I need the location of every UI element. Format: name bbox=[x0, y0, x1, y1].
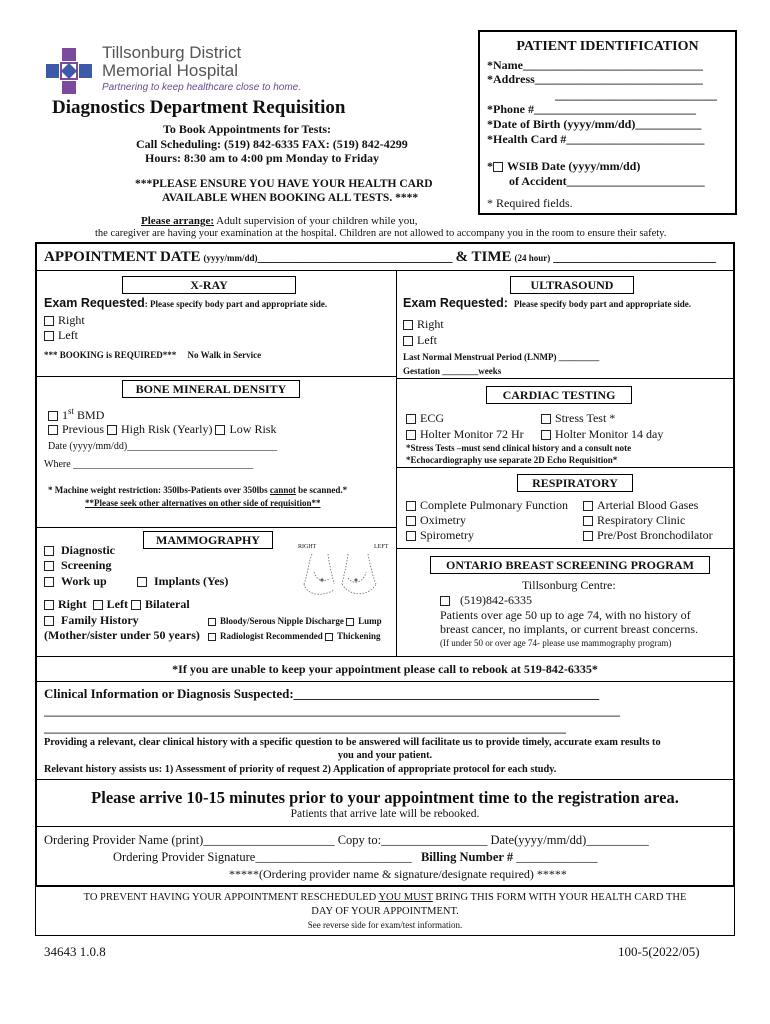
holter-72-label: Holter Monitor 72 Hr bbox=[420, 427, 524, 441]
mammo-lump-label: Lump bbox=[358, 616, 382, 626]
diagram-left-label: LEFT bbox=[374, 544, 389, 550]
ecg-checkbox[interactable] bbox=[406, 414, 416, 424]
bmd-low-risk-checkbox[interactable] bbox=[215, 425, 225, 435]
xray-left-option[interactable] bbox=[44, 328, 78, 343]
rebook-notice: *If you are unable to keep your appointment please call to rebook at 519-842-6335* bbox=[172, 662, 598, 676]
mammo-title: MAMMOGRAPHY bbox=[143, 531, 273, 549]
clinical-label: Clinical Information or Diagnosis Suspected: bbox=[44, 686, 294, 701]
health-card-notice-1: ***PLEASE ENSURE YOU HAVE YOUR HEALTH CARD bbox=[135, 178, 433, 190]
ultrasound-exam-label: Exam Requested: bbox=[403, 296, 508, 310]
hospital-name-line2: Memorial Hospital bbox=[102, 61, 239, 80]
center-divider bbox=[396, 270, 397, 656]
xray-right-label: Right bbox=[58, 313, 85, 327]
mammo-thickening-checkbox[interactable] bbox=[325, 633, 333, 641]
mammo-screening-label: Screening bbox=[61, 558, 112, 572]
breast-diagram bbox=[290, 544, 390, 610]
resp-clinic-label: Respiratory Clinic bbox=[597, 513, 686, 527]
patient-identification-box bbox=[478, 30, 737, 215]
mammo-workup-label: Work up bbox=[61, 574, 107, 588]
wsib-asterisk: * bbox=[487, 159, 493, 173]
appointment-row bbox=[44, 249, 716, 266]
mammo-diagnostic-option[interactable] bbox=[44, 543, 115, 558]
xray-left-checkbox[interactable] bbox=[44, 331, 54, 341]
mammo-workup-checkbox[interactable] bbox=[44, 577, 54, 587]
bmd-alternatives-note: **Please seek other alternatives on other side of requisition** bbox=[85, 498, 321, 508]
appointment-date-field[interactable]: ______________________________ bbox=[257, 249, 453, 264]
mammo-implants-option[interactable] bbox=[137, 574, 228, 589]
late-notice: Patients that arrive late will be rebooked. bbox=[290, 808, 480, 820]
prepost-label: Pre/Post Bronchodilator bbox=[597, 528, 713, 542]
footer-prevent-line1 bbox=[36, 892, 734, 903]
hospital-tagline: Partnering to keep healthcare close to home. bbox=[102, 82, 302, 93]
mammo-family-label: Family History bbox=[61, 613, 139, 627]
mammo-radiologist-label: Radiologist Recommended bbox=[220, 631, 323, 641]
bmd-first-number: 1 bbox=[62, 408, 68, 422]
obsp-phone-option[interactable] bbox=[440, 593, 532, 608]
holter-14-label: Holter Monitor 14 day bbox=[555, 427, 664, 441]
bmd-weight-note bbox=[48, 485, 347, 495]
patient-health-card-field[interactable]: *Health Card #_______________________ bbox=[487, 132, 705, 146]
patient-address-line2[interactable]: ___________________________ bbox=[555, 88, 717, 102]
call-scheduling-line: Call Scheduling: (519) 842-6335 FAX: (519) 842-4299 bbox=[136, 137, 408, 151]
ultrasound-left-label: Left bbox=[417, 333, 437, 347]
mammo-screening-option[interactable] bbox=[44, 558, 111, 573]
form-title: Diagnostics Department Requisition bbox=[52, 97, 346, 118]
arrive-top-divider bbox=[35, 779, 735, 780]
clinical-para-3: Relevant history assists us: 1) Assessment of priority of request 2) Application of appropriate protocol for each study. bbox=[44, 764, 557, 775]
provider-signature-row bbox=[113, 850, 597, 865]
ultrasound-exam-hint: Please specify body part and appropriate side. bbox=[513, 299, 691, 309]
billing-number-field[interactable]: _____________ bbox=[516, 850, 598, 864]
bmd-first-sup: st bbox=[68, 406, 75, 416]
appointment-divider bbox=[35, 270, 735, 271]
abg-option[interactable] bbox=[583, 498, 698, 513]
rebook-top-divider bbox=[35, 656, 735, 657]
mammo-family-detail: (Mother/sister under 50 years) bbox=[44, 628, 200, 642]
ultrasound-left-checkbox[interactable] bbox=[403, 336, 413, 346]
stress-test-label: Stress Test * bbox=[555, 411, 616, 425]
bmd-date-field[interactable]: Date (yyyy/mm/dd)______________________________ bbox=[48, 441, 278, 452]
footer-prevent-must: YOU MUST bbox=[378, 892, 433, 903]
patient-id-title: PATIENT IDENTIFICATION bbox=[516, 39, 699, 54]
patient-address-field[interactable]: *Address____________________________ bbox=[487, 72, 703, 86]
oximetry-checkbox[interactable] bbox=[406, 516, 416, 526]
footer-reverse-note: See reverse side for exam/test information. bbox=[307, 920, 463, 930]
bmd-title: BONE MINERAL DENSITY bbox=[122, 380, 300, 398]
stress-test-checkbox[interactable] bbox=[541, 414, 551, 424]
mammo-side-row bbox=[44, 597, 190, 612]
mammo-diagnostic-checkbox[interactable] bbox=[44, 546, 54, 556]
provider-signature-field[interactable]: Ordering Provider Signature_________________________ bbox=[113, 850, 412, 864]
obsp-criteria-1: Patients over age 50 up to age 74, with no history of bbox=[440, 608, 691, 622]
bmd-low-risk-label: Low Risk bbox=[229, 422, 277, 436]
ultrasound-title: ULTRASOUND bbox=[510, 276, 634, 294]
holter-14-option[interactable] bbox=[541, 427, 663, 442]
xray-no-walkin: No Walk in Service bbox=[187, 350, 262, 360]
holter-14-checkbox[interactable] bbox=[541, 430, 551, 440]
arrange-text-1: Adult supervision of your children while you, bbox=[216, 215, 418, 227]
mammo-bilateral-label: Bilateral bbox=[145, 597, 190, 611]
provider-name-row[interactable]: Ordering Provider Name (print)_____________________ Copy to:_________________ Date(yyyy/mm/dd)__________ bbox=[44, 833, 649, 847]
mammo-implants-label: Implants (Yes) bbox=[154, 574, 229, 588]
obsp-centre: Tillsonburg Centre: bbox=[522, 578, 616, 592]
bmd-first-option[interactable] bbox=[48, 406, 104, 423]
footer-box bbox=[35, 886, 735, 936]
appointment-time-hint: (24 hour) bbox=[514, 253, 551, 263]
stress-test-option[interactable] bbox=[541, 411, 615, 426]
bmd-first-checkbox[interactable] bbox=[48, 411, 58, 421]
bmd-high-risk-checkbox[interactable] bbox=[107, 425, 117, 435]
mammo-left-checkbox[interactable] bbox=[93, 600, 103, 610]
arrange-note-1 bbox=[141, 215, 418, 227]
clinical-para-2: you and your patient. bbox=[337, 750, 433, 761]
xray-divider bbox=[35, 376, 396, 377]
hospital-name bbox=[102, 44, 241, 80]
mammo-radiologist-row bbox=[208, 631, 381, 641]
oximetry-label: Oximetry bbox=[420, 513, 466, 527]
form-code-left: 34643 1.0.8 bbox=[44, 944, 106, 959]
ultrasound-left-option[interactable] bbox=[403, 333, 437, 348]
appointment-date-label: APPOINTMENT DATE bbox=[44, 249, 201, 265]
oximetry-option[interactable] bbox=[406, 513, 466, 528]
mammo-radiologist-checkbox[interactable] bbox=[208, 633, 216, 641]
wsib-accident-field[interactable]: of Accident_______________________ bbox=[509, 174, 705, 188]
prepost-checkbox[interactable] bbox=[583, 531, 593, 541]
obsp-criteria-2: breast cancer, no implants, or current breast concerns. bbox=[440, 622, 699, 636]
holter-72-checkbox[interactable] bbox=[406, 430, 416, 440]
cpf-checkbox[interactable] bbox=[406, 501, 416, 511]
rebook-bottom-divider bbox=[35, 681, 735, 682]
billing-number-label: Billing Number # bbox=[420, 850, 514, 864]
xray-booking-required: *** BOOKING is REQUIRED*** bbox=[44, 350, 177, 360]
respiratory-title: RESPIRATORY bbox=[517, 474, 633, 492]
bmd-previous-checkbox[interactable] bbox=[48, 425, 58, 435]
cardiac-divider bbox=[396, 467, 735, 468]
arrange-note-2: the caregiver are having your examination at the hospital. Children are not allowed to accompany you in the room to ensure their safety. bbox=[95, 228, 667, 239]
clinical-field-3[interactable]: _______________________________________________________________________________________ bbox=[44, 721, 566, 735]
mammo-discharge-checkbox[interactable] bbox=[208, 618, 216, 626]
appointment-time-field[interactable]: _________________________ bbox=[553, 249, 716, 264]
mammo-family-option[interactable] bbox=[44, 613, 139, 628]
mammo-lump-checkbox[interactable] bbox=[346, 618, 354, 626]
form-code-right: 100-5(2022/05) bbox=[618, 944, 700, 959]
xray-exam-label: Exam Requested bbox=[44, 296, 145, 310]
ultrasound-right-checkbox[interactable] bbox=[403, 320, 413, 330]
wsib-label: WSIB Date (yyyy/mm/dd) bbox=[507, 159, 641, 173]
lnmp-field[interactable]: Last Normal Menstrual Period (LNMP) _________ bbox=[403, 352, 600, 362]
hospital-name-line1: Tillsonburg District bbox=[102, 43, 242, 62]
holter-72-option[interactable] bbox=[406, 427, 524, 442]
mammo-implants-checkbox[interactable] bbox=[137, 577, 147, 587]
spirometry-checkbox[interactable] bbox=[406, 531, 416, 541]
provider-required-note: *****(Ordering provider name & signature/designate required) ***** bbox=[229, 867, 567, 881]
required-fields-note: * Required fields. bbox=[487, 196, 573, 210]
health-card-notice-2: AVAILABLE WHEN BOOKING ALL TESTS. **** bbox=[162, 192, 419, 204]
xray-right-option[interactable] bbox=[44, 313, 85, 328]
xray-booking-note bbox=[44, 350, 261, 360]
spirometry-option[interactable] bbox=[406, 528, 474, 543]
appointment-date-hint: (yyyy/mm/dd) bbox=[203, 253, 258, 263]
footer-prevent-text-b: BRING THIS FORM WITH YOUR HEALTH CARD THE bbox=[435, 892, 687, 903]
bmd-weight-note-text: * Machine weight restriction: 350lbs-Patients over 350lbs bbox=[48, 485, 268, 495]
obsp-title: ONTARIO BREAST SCREENING PROGRAM bbox=[430, 556, 710, 574]
arrive-notice: Please arrive 10-15 minutes prior to your appointment time to the registration area. bbox=[91, 788, 679, 807]
abg-label: Arterial Blood Gases bbox=[597, 498, 699, 512]
bmd-first-label: BMD bbox=[74, 408, 105, 422]
bmd-previous-label: Previous bbox=[62, 422, 104, 436]
bmd-where-field[interactable]: Where ____________________________________ bbox=[44, 459, 254, 470]
wsib-row bbox=[487, 159, 640, 174]
cpf-label: Complete Pulmonary Function bbox=[420, 498, 568, 512]
xray-title: X-RAY bbox=[122, 276, 296, 294]
cardiac-title: CARDIAC TESTING bbox=[486, 386, 632, 404]
obsp-phone: (519)842-6335 bbox=[460, 593, 532, 607]
respiratory-divider bbox=[396, 548, 735, 549]
bmd-weight-note-cannot: cannot bbox=[269, 485, 296, 495]
arrive-bottom-divider bbox=[35, 826, 735, 827]
patient-phone-field[interactable]: *Phone #___________________________ bbox=[487, 102, 697, 116]
ecg-option[interactable] bbox=[406, 411, 444, 426]
appointment-time-label: & TIME bbox=[455, 249, 512, 265]
gestation-field[interactable]: Gestation ________weeks bbox=[403, 366, 502, 376]
bmd-options-row bbox=[48, 422, 276, 437]
mammo-right-label: Right bbox=[58, 597, 87, 611]
patient-dob-field[interactable]: *Date of Birth (yyyy/mm/dd)___________ bbox=[487, 117, 702, 131]
mammo-diagnostic-label: Diagnostic bbox=[61, 543, 115, 557]
ultrasound-divider bbox=[396, 378, 735, 379]
clinical-field-2[interactable]: ________________________________________________________________________________________________ bbox=[44, 704, 620, 718]
xray-left-label: Left bbox=[58, 328, 78, 342]
bmd-high-risk-label: High Risk (Yearly) bbox=[121, 422, 213, 436]
hours-line: Hours: 8:30 am to 4:00 pm Monday to Friday bbox=[145, 151, 379, 165]
mammo-thickening-label: Thickening bbox=[337, 631, 381, 641]
cpf-option[interactable] bbox=[406, 498, 568, 513]
obsp-checkbox[interactable] bbox=[440, 596, 450, 606]
mammo-family-checkbox[interactable] bbox=[44, 616, 54, 626]
xray-exam-hint: : Please specify body part and appropriate side. bbox=[144, 299, 328, 309]
spirometry-label: Spirometry bbox=[420, 528, 474, 542]
abg-checkbox[interactable] bbox=[583, 501, 593, 511]
ultrasound-exam-row bbox=[403, 296, 691, 311]
arrange-label: Please arrange: bbox=[141, 215, 214, 227]
footer-prevent-line2: DAY OF YOUR APPOINTMENT. bbox=[311, 906, 459, 917]
book-line: To Book Appointments for Tests: bbox=[163, 122, 332, 136]
patient-name-field[interactable]: *Name______________________________ bbox=[487, 58, 703, 72]
mammo-discharge-row bbox=[208, 616, 382, 626]
xray-right-checkbox[interactable] bbox=[44, 316, 54, 326]
bmd-divider bbox=[35, 527, 396, 528]
mammo-workup-option[interactable] bbox=[44, 574, 107, 589]
ultrasound-right-label: Right bbox=[417, 317, 444, 331]
resp-clinic-checkbox[interactable] bbox=[583, 516, 593, 526]
resp-clinic-option[interactable] bbox=[583, 513, 685, 528]
stress-note: *Stress Tests –must send clinical history and a consult note bbox=[406, 443, 632, 453]
clinical-para-1: Providing a relevant, clear clinical history with a specific question to be answered will facilitate us to provide timely, accurate exam results to bbox=[44, 737, 661, 748]
ultrasound-right-option[interactable] bbox=[403, 317, 444, 332]
diagram-right-label: RIGHT bbox=[298, 544, 317, 550]
mammo-right-checkbox[interactable] bbox=[44, 600, 54, 610]
bmd-weight-note-end: be scanned.* bbox=[298, 485, 348, 495]
clinical-row bbox=[44, 686, 599, 702]
mammo-discharge-label: Bloody/Serous Nipple Discharge bbox=[220, 616, 344, 626]
mammo-left-label: Left bbox=[106, 597, 128, 611]
wsib-checkbox[interactable] bbox=[493, 162, 503, 172]
echo-note: *Echocardiography use separate 2D Echo Requisition* bbox=[406, 455, 618, 465]
xray-exam-row bbox=[44, 296, 327, 311]
obsp-note: (If under 50 or over age 74- please use mammography program) bbox=[440, 638, 672, 648]
mammo-bilateral-checkbox[interactable] bbox=[131, 600, 141, 610]
prepost-option[interactable] bbox=[583, 528, 713, 543]
ecg-label: ECG bbox=[420, 411, 444, 425]
mammo-screening-checkbox[interactable] bbox=[44, 561, 54, 571]
hospital-logo bbox=[44, 46, 94, 96]
footer-prevent-text-a: TO PREVENT HAVING YOUR APPOINTMENT RESCHEDULED bbox=[83, 892, 377, 903]
clinical-field-1[interactable]: _______________________________________________ bbox=[293, 686, 600, 701]
